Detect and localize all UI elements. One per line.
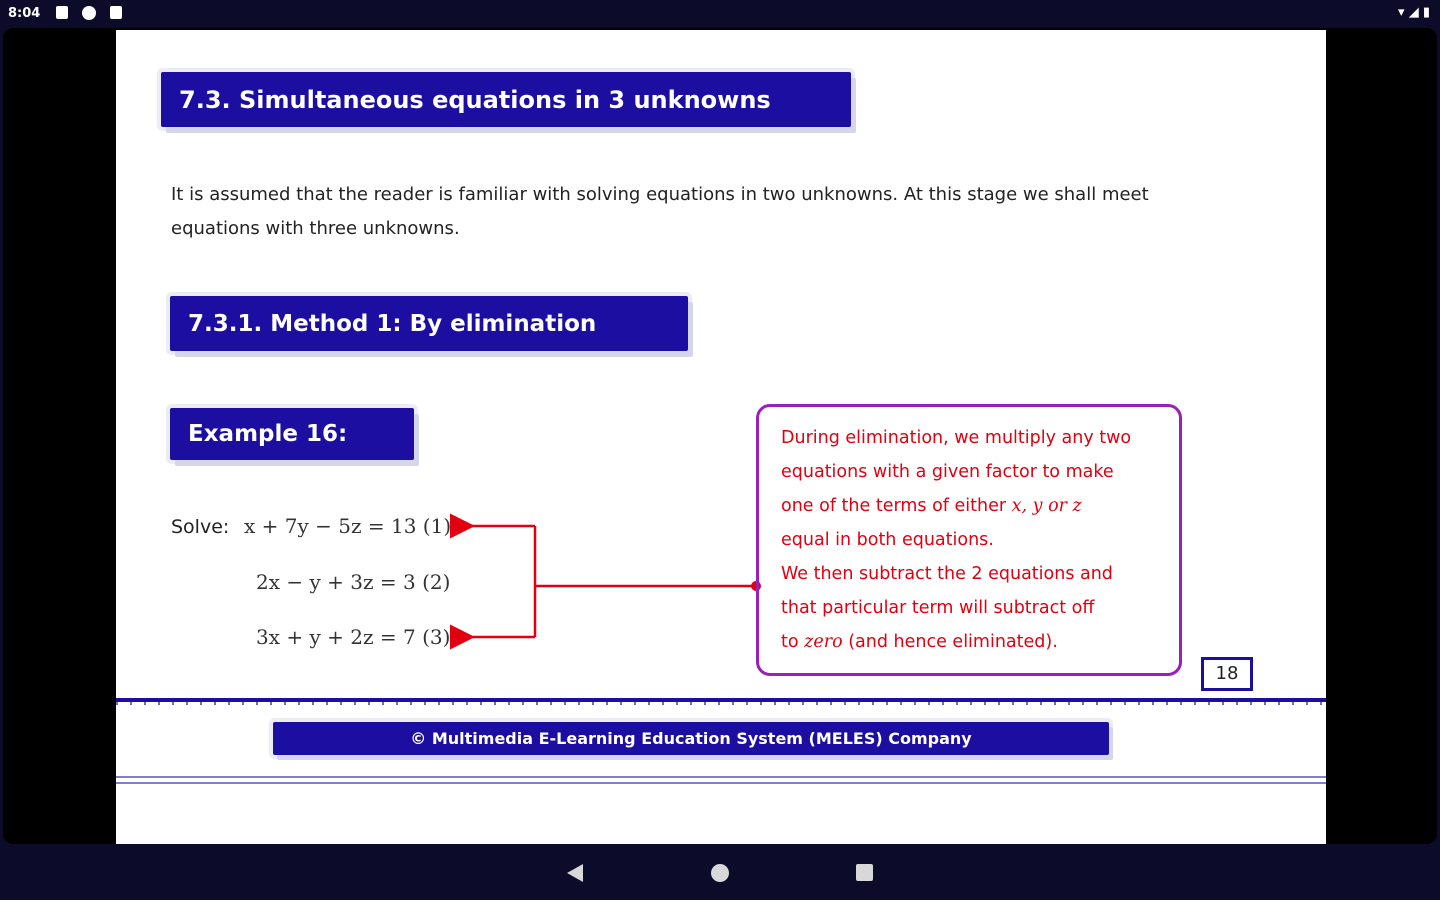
bottom-rule (116, 782, 1326, 784)
note-line: that particular term will subtract off (781, 598, 1095, 618)
status-bar (0, 0, 1440, 28)
note-text: (and hence eliminated). (848, 632, 1058, 652)
note-line (781, 625, 1161, 659)
page-number: 18 (1201, 657, 1253, 691)
note-line: equations with a given factor to make (781, 462, 1114, 482)
signal-icon: ◢ (1408, 5, 1419, 20)
equation-2: 2x − y + 3z = 3 (2) (256, 570, 451, 594)
solve-label: Solve: (171, 516, 230, 538)
note-line: We then subtract the 2 equations and (781, 564, 1113, 584)
bottom-rule (116, 776, 1326, 778)
method-heading: 7.3.1. Method 1: By elimination (170, 296, 688, 351)
note-text: to (781, 632, 799, 652)
note-var: zero (804, 632, 843, 652)
notification-icon (56, 6, 68, 19)
equation-1: x + 7y − 5z = 13 (1) (244, 514, 452, 538)
note-text: one of the terms of either (781, 496, 1007, 516)
note-line: During elimination, we multiply any two (781, 428, 1132, 448)
note-line: equal in both equations. (781, 530, 994, 550)
book-page[interactable] (116, 30, 1326, 844)
status-right-icons (1398, 5, 1430, 20)
section-heading: 7.3. Simultaneous equations in 3 unknowns (161, 72, 851, 127)
home-icon[interactable] (711, 864, 729, 882)
example-heading: Example 16: (170, 408, 414, 460)
app-notification-icon (82, 6, 96, 20)
intro-line: equations with three unknowns. (171, 218, 460, 239)
app-window (3, 28, 1437, 844)
equation-3: 3x + y + 2z = 7 (3) (256, 625, 451, 649)
recents-icon[interactable] (856, 864, 873, 881)
footer-copyright: © Multimedia E-Learning Education System (MELES) Company (273, 722, 1109, 755)
status-time: 8:04 (8, 6, 41, 21)
note-box (756, 404, 1182, 676)
footer-rule-dots (116, 702, 1326, 705)
back-icon[interactable] (567, 864, 583, 882)
note-line (781, 489, 1161, 523)
intro-line: It is assumed that the reader is familiar with solving equations in two unknowns. At this stage we shall meet (171, 184, 1149, 205)
battery-icon: ▮ (1422, 5, 1430, 20)
note-vars: x, y or z (1011, 496, 1082, 516)
wifi-icon: ▾ (1398, 5, 1405, 20)
sd-card-icon (110, 6, 122, 19)
